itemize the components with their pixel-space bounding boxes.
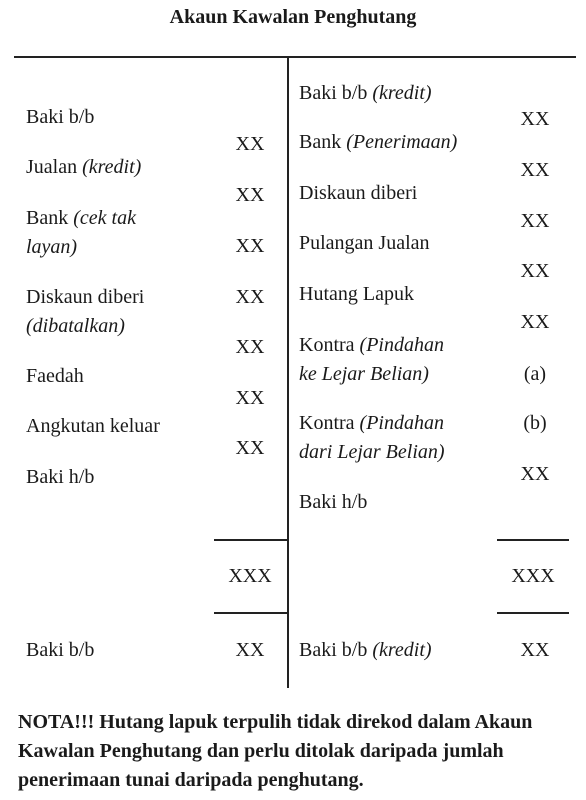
debit-label-closing-balance: Baki h/b — [26, 466, 95, 488]
credit-amount-contra-b: (b) — [523, 412, 547, 434]
debit-label-carriage-out: Angkutan keluar — [26, 415, 160, 437]
credit-amount-sales-returns: XX — [520, 260, 550, 282]
credit-label-contra-from-purchases: Kontra (Pindahan dari Lejar Belian) — [299, 412, 445, 463]
credit-label-sales-returns: Pulangan Jualan — [299, 232, 430, 254]
debit-label-discount-cancelled: Diskaun diberi (dibatalkan) — [26, 286, 145, 337]
credit-label-bank-receipts: Bank (Penerimaan) — [299, 131, 458, 153]
debit-amount-dishonoured-cheque: XX — [235, 235, 265, 257]
credit-amount-balance-bd: XX — [520, 639, 550, 661]
debit-total-bottom-rule — [214, 612, 288, 614]
credit-label-contra-to-purchases: Kontra (Pindahan ke Lejar Belian) — [299, 334, 444, 385]
t-account-top-rule — [14, 56, 576, 58]
credit-amount-contra-a: (a) — [523, 363, 547, 385]
debit-amount-closing-balance: XX — [235, 437, 265, 459]
debit-label-dishonoured-cheque: Bank (cek tak layan) — [26, 207, 136, 258]
debit-amount-balance-bd: XX — [235, 639, 265, 661]
credit-label-bad-debts: Hutang Lapuk — [299, 283, 414, 305]
credit-amount-discount-allowed: XX — [520, 210, 550, 232]
credit-amount-closing-balance: XX — [520, 463, 550, 485]
debit-amount-credit-sales: XX — [235, 184, 265, 206]
t-account-center-rule — [287, 56, 289, 688]
credit-label-balance-bd: Baki b/b (kredit) — [299, 639, 432, 661]
debit-label-opening-balance: Baki b/b — [26, 106, 95, 128]
debit-label-interest: Faedah — [26, 365, 84, 387]
credit-total-top-rule — [497, 539, 569, 541]
credit-label-closing-balance: Baki h/b — [299, 491, 368, 513]
credit-label-opening-balance: Baki b/b (kredit) — [299, 82, 432, 104]
credit-amount-bank-receipts: XX — [520, 159, 550, 181]
debit-amount-opening-balance: XX — [235, 133, 265, 155]
account-title: Akaun Kawalan Penghutang — [169, 6, 417, 28]
credit-total-bottom-rule — [497, 612, 569, 614]
debit-label-balance-bd: Baki b/b — [26, 639, 95, 661]
credit-label-discount-allowed: Diskaun diberi — [299, 182, 418, 204]
debit-amount-discount-cancelled: XX — [235, 286, 265, 308]
debit-amount-carriage-out: XX — [235, 387, 265, 409]
credit-amount-opening-balance: XX — [520, 108, 550, 130]
debit-label-credit-sales: Jualan (kredit) — [26, 156, 142, 178]
note-text: NOTA!!! Hutang lapuk terpulih tidak direkod dalam Akaun Kawalan Penghutang dan perlu ditolak daripada jumlah penerimaan tunai daripada penghutang. — [18, 711, 533, 791]
credit-total: XXX — [511, 565, 555, 587]
debit-amount-interest: XX — [235, 336, 265, 358]
credit-amount-bad-debts: XX — [520, 311, 550, 333]
debit-total: XXX — [228, 565, 272, 587]
debit-total-top-rule — [214, 539, 288, 541]
